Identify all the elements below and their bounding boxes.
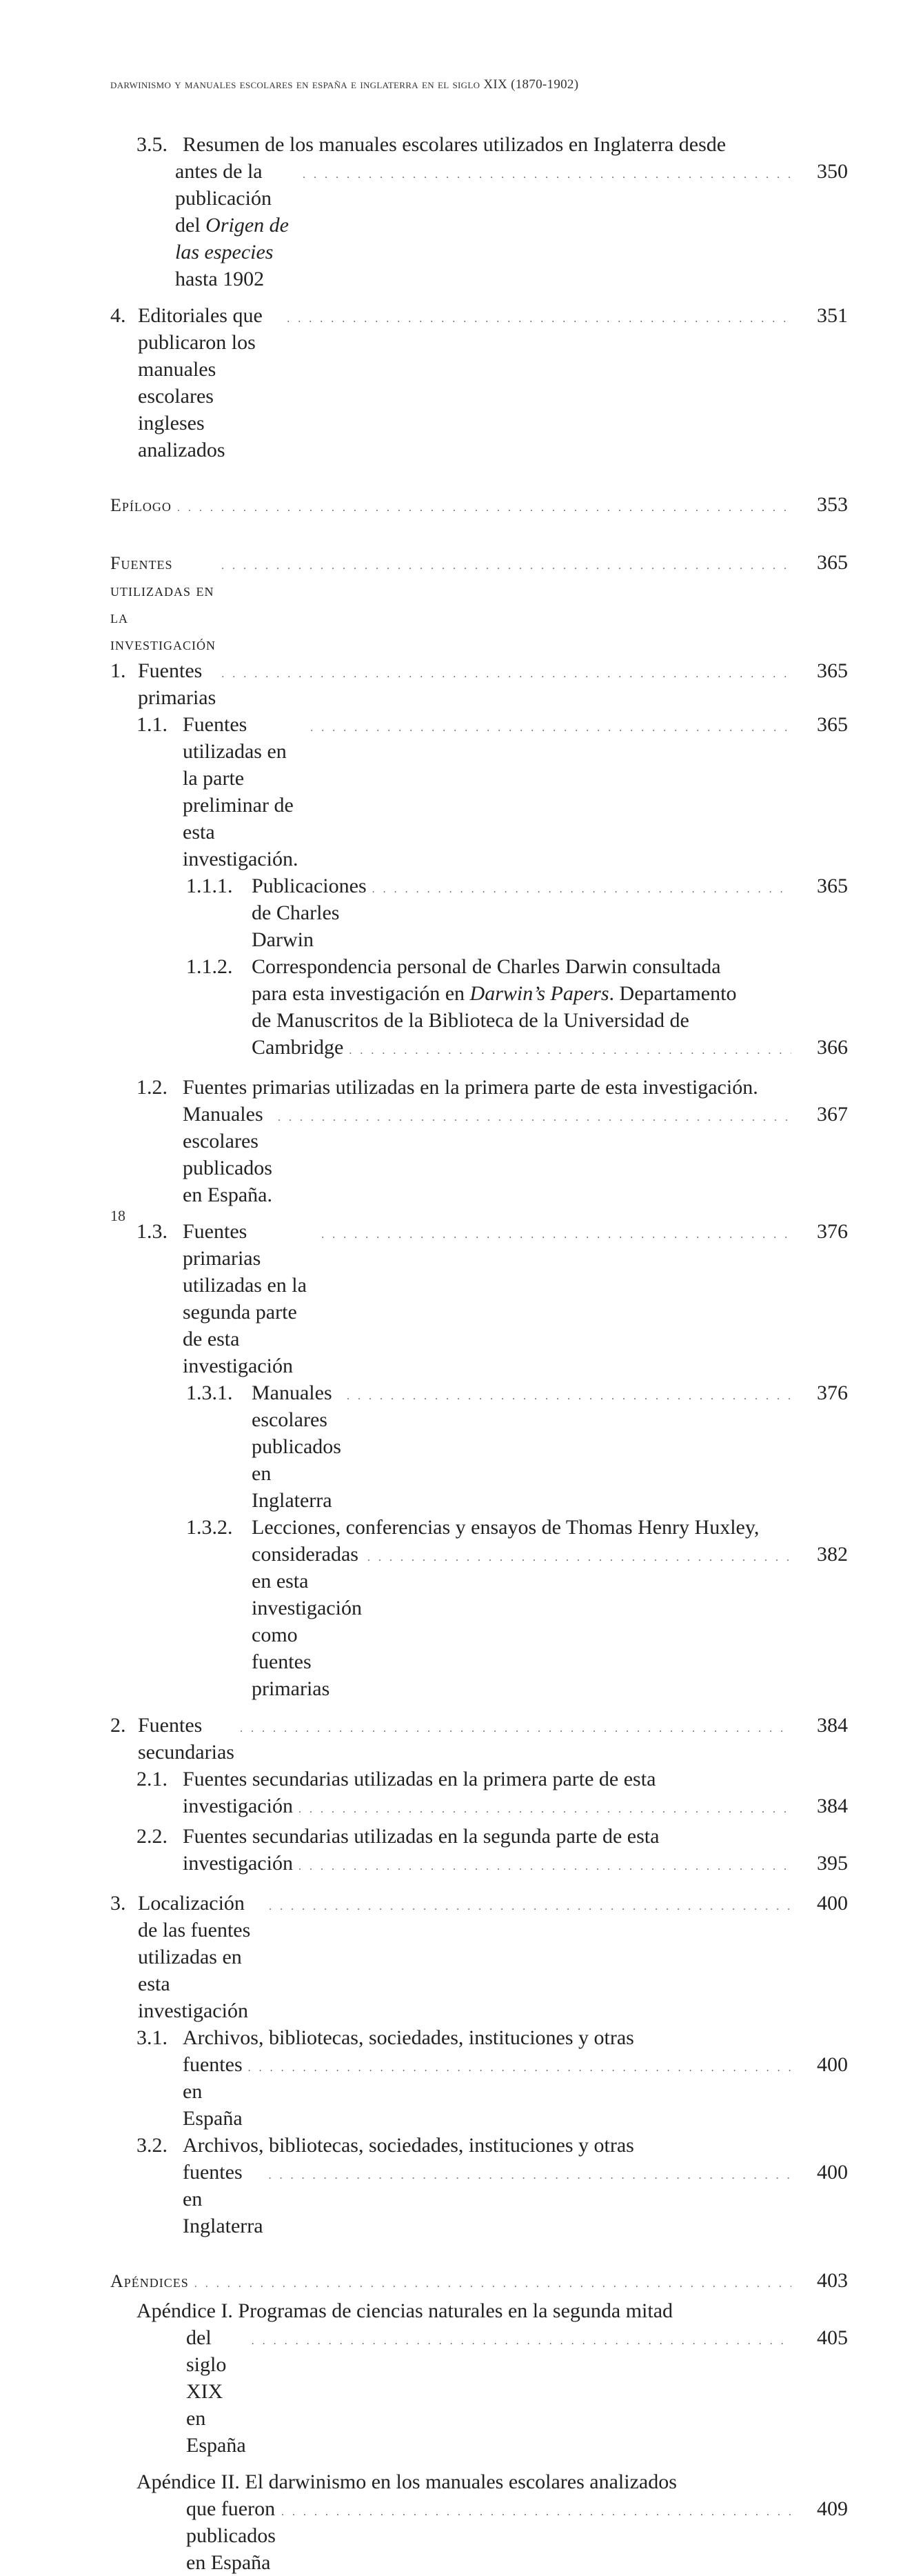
- entry-number: 3.5.: [136, 133, 168, 156]
- dot-leader: [281, 2499, 791, 2526]
- dot-leader: [303, 161, 791, 188]
- toc-entry-4[interactable]: [110, 302, 848, 463]
- dot-leader: [177, 495, 791, 521]
- page-number: 365: [817, 659, 848, 682]
- entry-number: 1.3.1.: [186, 1381, 233, 1404]
- entry-number: 1.1.: [136, 713, 168, 736]
- page-number: 405: [817, 2326, 848, 2349]
- toc-entry-3-1[interactable]: [110, 2024, 848, 2132]
- entry-title: Correspondencia personal de Charles Darwin consultada: [252, 955, 721, 978]
- page-number: 376: [817, 1381, 848, 1404]
- toc-entry-3-2[interactable]: [110, 2132, 848, 2239]
- page-number: 400: [817, 2053, 848, 2076]
- entry-number: 1.3.: [136, 1220, 168, 1243]
- entry-title-cont: que fueron publicados en España: [186, 2497, 276, 2574]
- entry-title: Fuentes utilizadas en la investigación: [110, 553, 216, 654]
- entry-title: Resumen de los manuales escolares utilizados en Inglaterra desde: [183, 133, 727, 156]
- toc-entry-1-1-2[interactable]: [110, 953, 848, 1064]
- running-head-title: darwinismo y manuales escolares en españa e inglaterra en el siglo: [110, 77, 480, 92]
- toc-entry-1-3-1[interactable]: [110, 1379, 848, 1514]
- dot-leader: [194, 2270, 791, 2297]
- entry-title: Localización de las fuentes utilizadas en esta investigación: [138, 1892, 251, 2022]
- toc-entry-1-1[interactable]: [110, 711, 848, 872]
- entry-title: Fuentes secundarias utilizadas en la segunda parte de esta: [183, 1825, 660, 1848]
- page-number: 351: [817, 304, 848, 327]
- dot-leader: [269, 2162, 791, 2189]
- entry-number: 3.2.: [136, 2134, 168, 2157]
- dot-leader: [367, 1544, 791, 1571]
- entry-title-cont: del siglo XIX en España: [186, 2326, 246, 2457]
- toc-entry-epilogo[interactable]: [110, 491, 848, 521]
- toc-entry-1-3[interactable]: [110, 1218, 848, 1379]
- toc-entry-3[interactable]: [110, 1890, 848, 2024]
- toc-entry-apendices[interactable]: [110, 2267, 848, 2297]
- dot-leader: [349, 1037, 791, 1064]
- dot-leader: [269, 1893, 791, 1920]
- page-number: 395: [817, 1852, 848, 1875]
- entry-number: 2.: [110, 1714, 126, 1737]
- entry-title: Lecciones, conferencias y ensayos de Thomas Henry Huxley,: [252, 1516, 760, 1539]
- page-number: 350: [817, 160, 848, 183]
- entry-number: 1.1.1.: [186, 875, 233, 897]
- page-number: 384: [817, 1714, 848, 1737]
- dot-leader: [221, 552, 791, 579]
- page-number: 365: [817, 875, 848, 897]
- toc-entry-1[interactable]: [110, 657, 848, 711]
- entry-title: Epílogo: [110, 495, 172, 515]
- entry-title: Fuentes primarias utilizadas en la segunda parte de esta investigación: [183, 1220, 307, 1377]
- running-head: [110, 77, 841, 92]
- toc-entry-3-5[interactable]: [110, 131, 848, 292]
- entry-title: Fuentes primarias utilizadas en la primera parte de esta investigación.: [183, 1076, 758, 1099]
- dot-leader: [240, 1715, 791, 1742]
- entry-number: 2.1.: [136, 1768, 168, 1790]
- entry-title-cont: Manuales escolares publicados en España.: [183, 1103, 272, 1206]
- entry-title: Fuentes utilizadas en la parte preliminar de esta investigación.: [183, 713, 298, 870]
- entry-number: 3.: [110, 1892, 126, 1915]
- page-number: 366: [817, 1036, 848, 1059]
- entry-title: Apéndice II. El darwinismo en los manuales escolares analizados: [136, 2470, 677, 2493]
- entry-title: Apéndice I. Programas de ciencias naturales en la segunda mitad: [136, 2299, 673, 2322]
- page-number: 400: [817, 1892, 848, 1915]
- toc-entry-1-1-1[interactable]: [110, 872, 848, 953]
- toc-entry-fuentes[interactable]: [110, 549, 848, 657]
- page-number: 400: [817, 2161, 848, 2184]
- entry-number: 4.: [110, 304, 126, 327]
- entry-title: Editoriales que publicaron los manuales escolares ingleses analizados: [138, 304, 263, 461]
- entry-title: Archivos, bibliotecas, sociedades, instituciones y otras: [183, 2026, 634, 2049]
- running-head-years: (1870-1902): [511, 77, 579, 92]
- dot-leader: [287, 306, 791, 332]
- running-head-century: XIX: [483, 77, 508, 92]
- dot-leader: [298, 1796, 791, 1823]
- page-number: 409: [817, 2497, 848, 2520]
- toc-entry-2-1[interactable]: [110, 1766, 848, 1823]
- entry-title-cont: investigación: [183, 1795, 293, 1817]
- entry-title: Archivos, bibliotecas, sociedades, instituciones y otras: [183, 2134, 634, 2157]
- entry-title: Fuentes secundarias utilizadas en la primera parte de esta: [183, 1768, 656, 1790]
- dot-leader: [248, 2055, 791, 2081]
- toc-entry-2-2[interactable]: [110, 1823, 848, 1880]
- entry-number: 3.1.: [136, 2026, 168, 2049]
- toc-entry-apendice-2[interactable]: [110, 2468, 848, 2576]
- entry-title: Fuentes secundarias: [138, 1714, 234, 1764]
- entry-title: Publicaciones de Charles Darwin: [252, 875, 367, 951]
- entry-title-cont: para esta investigación en Darwin’s Papers. Departamento: [252, 982, 737, 1005]
- dot-leader: [298, 1853, 791, 1880]
- page-number: 403: [817, 2269, 848, 2292]
- page-number: 384: [817, 1795, 848, 1817]
- page-number: 353: [817, 493, 848, 516]
- entry-title: Manuales escolares publicados en Inglaterra: [252, 1381, 341, 1512]
- dot-leader: [321, 1221, 791, 1248]
- toc-entry-apendice-1[interactable]: [110, 2297, 848, 2459]
- page-number: 365: [817, 713, 848, 736]
- dot-leader: [252, 2328, 791, 2355]
- entry-title-cont: Cambridge: [252, 1036, 344, 1059]
- entry-number: 1.2.: [136, 1076, 168, 1099]
- table-of-contents: [110, 131, 848, 2576]
- page-number: 382: [817, 1543, 848, 1566]
- entry-title-cont: fuentes en España: [183, 2053, 243, 2130]
- entry-title-cont: fuentes en Inglaterra: [183, 2161, 263, 2237]
- dot-leader: [372, 876, 791, 903]
- dot-leader: [310, 715, 791, 741]
- entry-title-cont: consideradas en esta investigación como fuentes primarias: [252, 1543, 362, 1700]
- toc-entry-2[interactable]: [110, 1712, 848, 1766]
- entry-number: 1.3.2.: [186, 1516, 233, 1539]
- entry-title-cont: de Manuscritos de la Biblioteca de la Universidad de: [252, 1009, 689, 1032]
- dot-leader: [347, 1383, 791, 1410]
- page-number: 365: [817, 551, 848, 574]
- page-number: 367: [817, 1103, 848, 1126]
- dot-leader: [221, 661, 791, 688]
- entry-title: Fuentes primarias: [138, 659, 216, 709]
- entry-title-cont: investigación: [183, 1852, 293, 1875]
- entry-number: 1.: [110, 659, 126, 682]
- entry-title: Apéndices: [110, 2271, 189, 2291]
- entry-number: 1.1.2.: [186, 955, 233, 978]
- page-folio: 18: [110, 1207, 125, 1224]
- toc-entry-1-3-2[interactable]: [110, 1514, 848, 1702]
- page-number: 376: [817, 1220, 848, 1243]
- toc-entry-1-2[interactable]: [110, 1074, 848, 1208]
- dot-leader: [278, 1104, 791, 1131]
- entry-number: 2.2.: [136, 1825, 168, 1848]
- entry-title-cont: antes de la publicación del Origen de las especies hasta 1902: [175, 160, 289, 290]
